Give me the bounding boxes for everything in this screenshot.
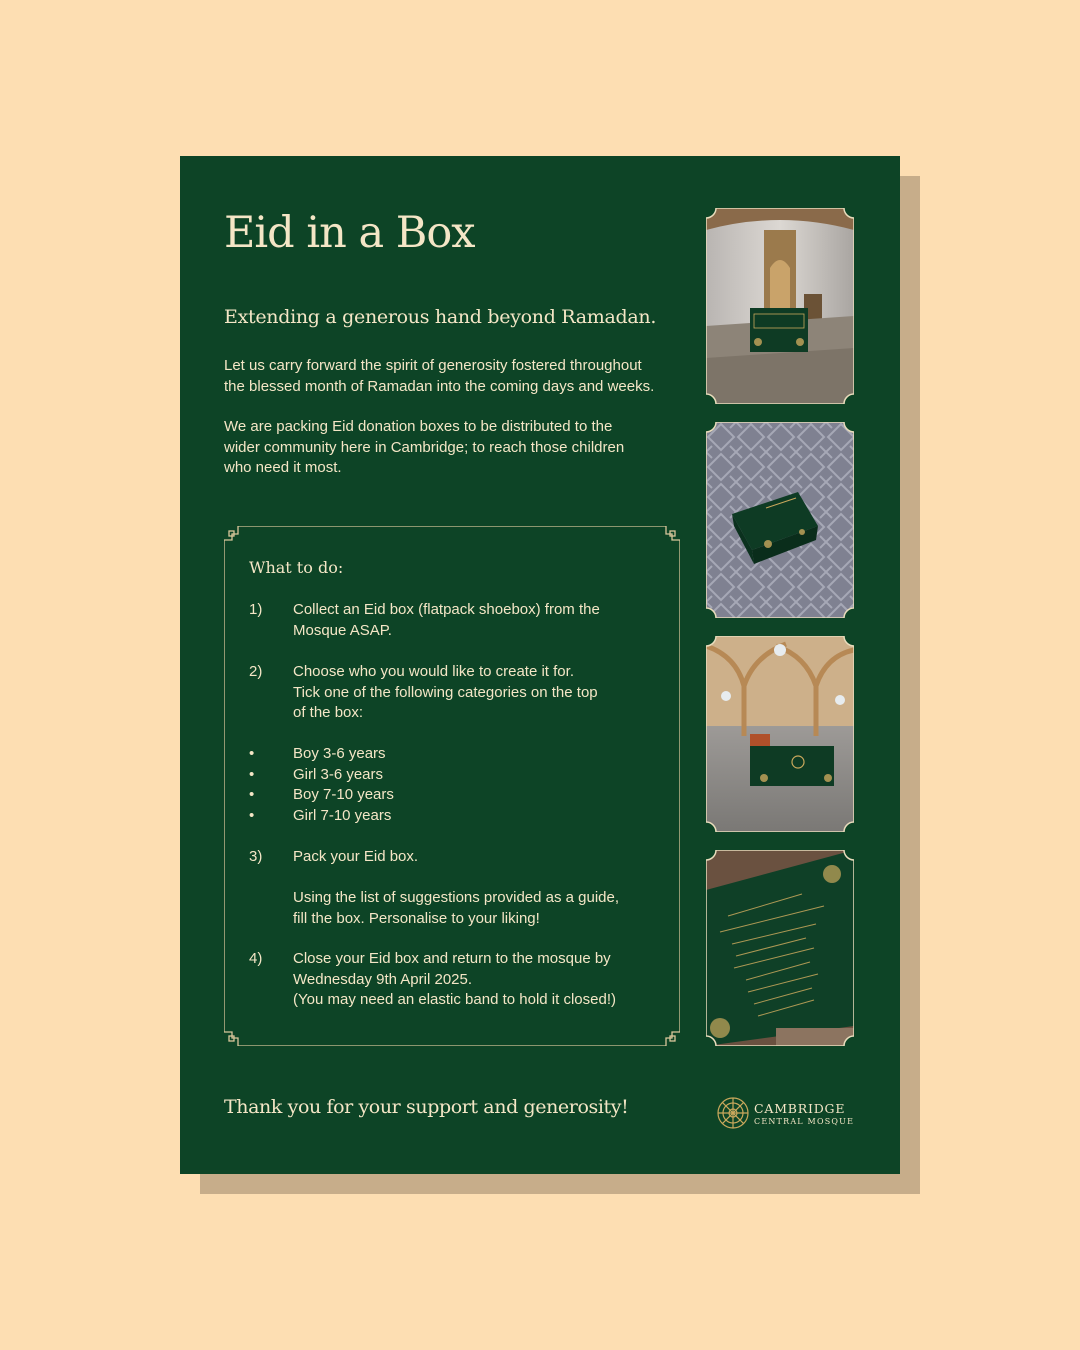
step-number: 2) [249,663,263,680]
photo-box-on-carpet [706,422,854,618]
instructions-frame: What to do: 1) Collect an Eid box (flatpack shoebox) from the Mosque ASAP. 2) Choose who you would like to create it for. Tick one of the following categories on the top of the box: • Boy 3-6 years • Girl 3-6 years • Boy 7-10 years • Girl 7-10 years 3) Pack your Eid box. Using the list of suggestions provided as a guide, fill the box. Personalise to your liking! 4) Close your Eid box and return to the mosque by Wednesday 9th April 2025. (You may need an elastic band to hold it closed!) [224,526,680,1046]
thank-you-message: Thank you for your support and generosity! [224,1096,629,1118]
intro-paragraph-1: Let us carry forward the spirit of generosity fostered throughout the blessed month of Ramadan into the coming days and weeks. [224,357,655,395]
logo-name: CAMBRIDGE [754,1101,846,1116]
step-number: 4) [249,950,263,967]
what-to-do-heading: What to do: [249,558,344,577]
intro-paragraph-2: We are packing Eid donation boxes to be distributed to the wider community here in Cambridge; to reach those children who need it most. [224,418,625,476]
photo-mosque-columns-box [706,636,854,832]
cambridge-central-mosque-logo [716,1096,866,1132]
logo-subtitle: CENTRAL MOSQUE [754,1117,855,1126]
mosque-emblem-icon [716,1096,750,1130]
poster [180,156,900,1174]
poster-subtitle: Extending a generous hand beyond Ramadan. [224,306,657,328]
photo-mosque-mihrab-box [706,208,854,404]
poster-title: Eid in a Box [224,208,475,258]
photo-box-lid-closeup [706,850,854,1046]
step-number: 1) [249,601,263,618]
step-number: 3) [249,848,263,865]
